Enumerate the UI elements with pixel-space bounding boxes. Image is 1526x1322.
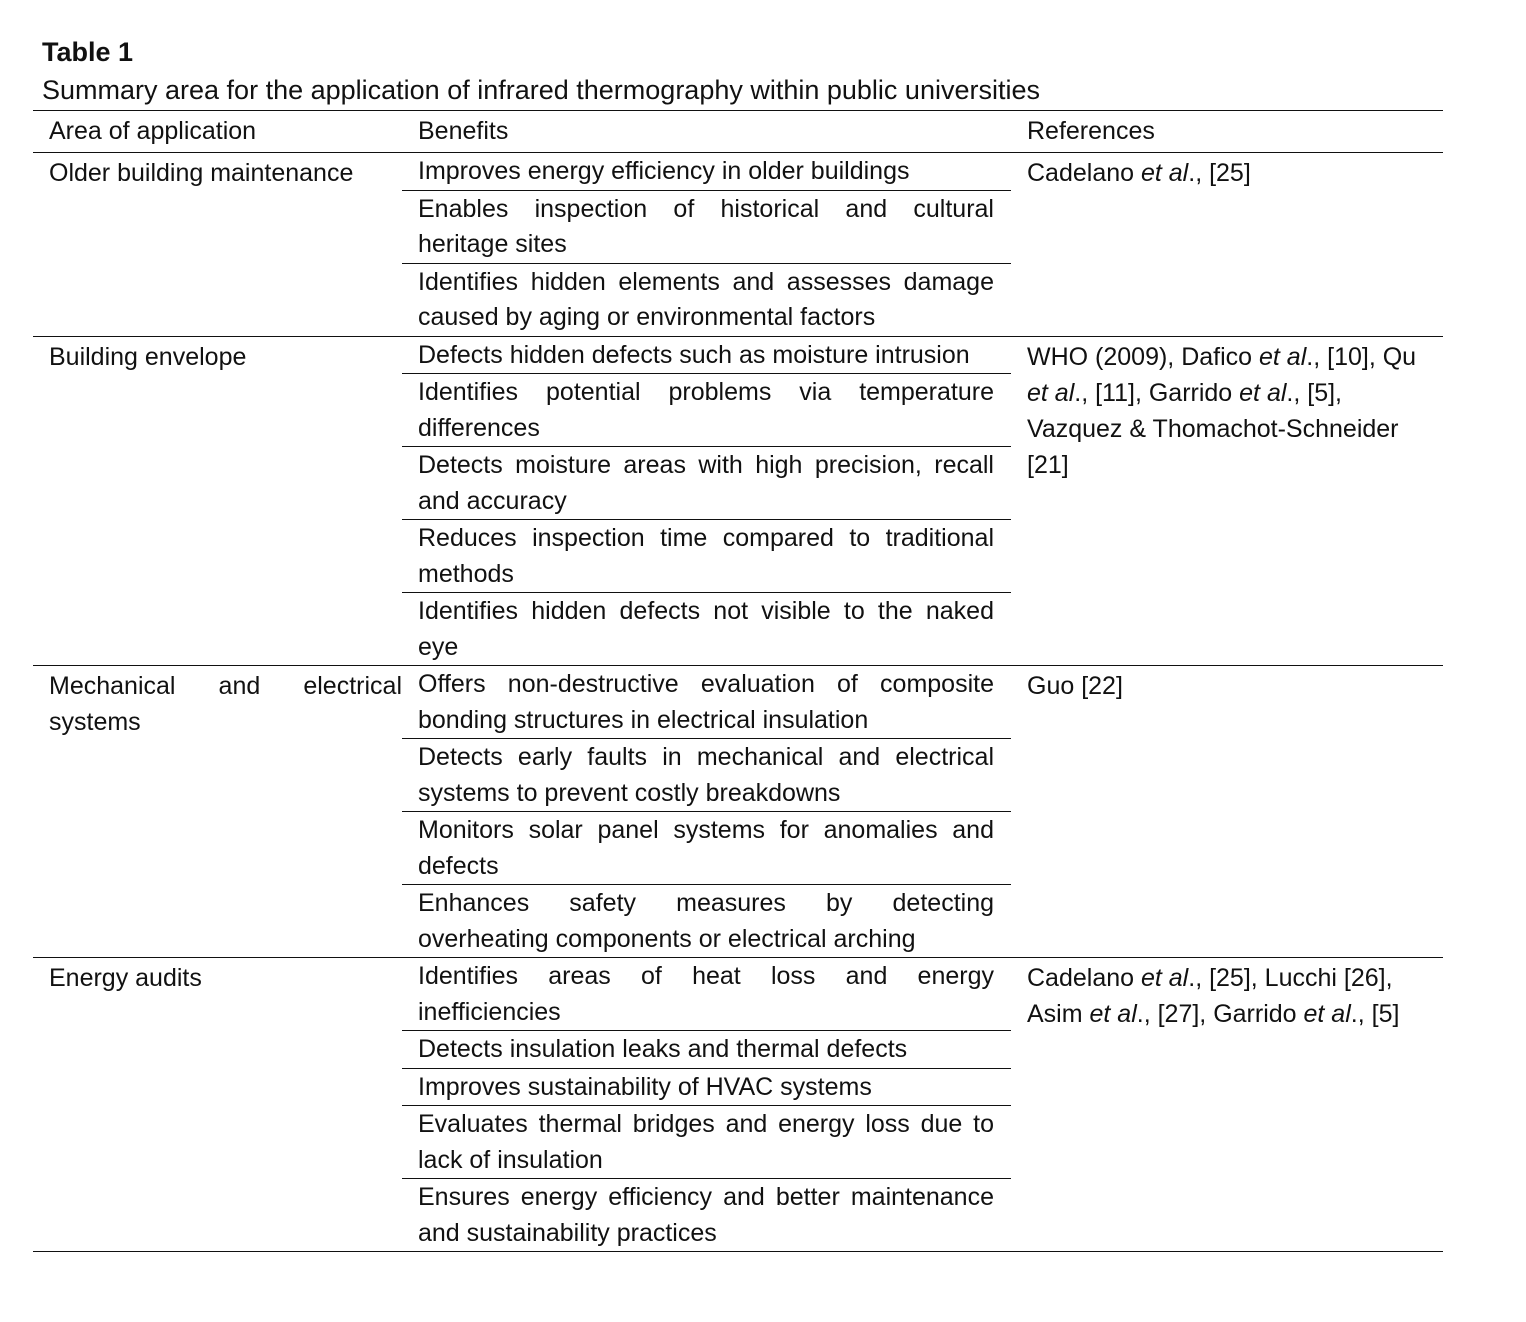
area-cell: Mechanical and electrical systems bbox=[49, 672, 402, 736]
reference-italic-fragment: et al bbox=[1140, 964, 1189, 992]
benefit-item: Identifies hidden defects not visible to the naked eye bbox=[418, 597, 994, 661]
benefit-item: Identifies potential problems via temperature differences bbox=[402, 374, 1011, 447]
table-header-row bbox=[33, 111, 1443, 153]
reference-fragment: ., [5] bbox=[1350, 1000, 1400, 1028]
benefit-item: Detects moisture areas with high precision, recall and accuracy bbox=[402, 447, 1011, 520]
benefits-cell bbox=[402, 958, 1011, 1251]
reference-italic-fragment: et al bbox=[1239, 378, 1287, 407]
benefit-item: Evaluates thermal bridges and energy loss due to lack of insulation bbox=[402, 1106, 1011, 1179]
table-row bbox=[33, 958, 1443, 1252]
reference-fragment: Cadelano bbox=[1027, 159, 1141, 187]
table-row bbox=[33, 337, 1443, 667]
reference-fragment: Guo [22] bbox=[1027, 672, 1123, 700]
benefit-item: Reduces inspection time compared to traditional methods bbox=[402, 520, 1011, 593]
benefit-item: Enhances safety measures by detecting overheating components or electrical arching bbox=[418, 889, 994, 953]
reference-fragment: ., [25] bbox=[1188, 159, 1251, 187]
reference-fragment: ., [10], Qu bbox=[1306, 342, 1417, 371]
benefits-cell bbox=[402, 666, 1011, 957]
reference-fragment: ., [27], Garrido bbox=[1136, 1000, 1304, 1028]
benefit-item: Detects insulation leaks and thermal defects bbox=[402, 1031, 1011, 1069]
area-cell: Energy audits bbox=[49, 964, 202, 992]
header-area: Area of application bbox=[49, 117, 257, 145]
table-caption: Summary area for the application of infrared thermography within public universities bbox=[42, 75, 1040, 105]
benefit-item: Offers non-destructive evaluation of composite bonding structures in electrical insulation bbox=[402, 666, 1011, 739]
reference-italic-fragment: et al bbox=[1089, 1000, 1137, 1028]
benefit-item: Monitors solar panel systems for anomalies and defects bbox=[402, 812, 1011, 885]
reference-fragment: WHO (2009), Dafico bbox=[1027, 342, 1260, 371]
summary-table bbox=[33, 110, 1443, 1252]
references-cell bbox=[1011, 958, 1443, 1251]
table-row bbox=[33, 153, 1443, 337]
reference-italic-fragment: et al bbox=[1259, 342, 1307, 371]
reference-fragment: ., [5], Vazquez & Thomachot-Schneider [21] bbox=[1027, 378, 1399, 479]
area-cell: Building envelope bbox=[49, 342, 247, 371]
references-cell bbox=[1011, 337, 1443, 666]
reference-italic-fragment: et al bbox=[1027, 378, 1075, 407]
header-references: References bbox=[1027, 117, 1155, 145]
benefit-item: Defects hidden defects such as moisture intrusion bbox=[402, 337, 1011, 375]
references-cell bbox=[1011, 153, 1443, 336]
benefit-item: Detects early faults in mechanical and electrical systems to prevent costly breakdowns bbox=[402, 739, 1011, 812]
table-label: Table 1 bbox=[42, 37, 134, 67]
reference-fragment: Cadelano bbox=[1027, 964, 1141, 992]
table-container bbox=[33, 34, 1443, 1252]
benefit-item: Identifies hidden elements and assesses damage caused by aging or environmental factors bbox=[418, 267, 994, 331]
benefits-cell bbox=[402, 337, 1011, 666]
reference-fragment: ., [25], Lucchi [26], Asim bbox=[1027, 964, 1393, 1028]
benefits-cell bbox=[402, 153, 1011, 336]
header-benefits: Benefits bbox=[418, 117, 509, 145]
benefit-item: Improves sustainability of HVAC systems bbox=[402, 1069, 1011, 1107]
reference-italic-fragment: et al bbox=[1140, 159, 1189, 187]
area-cell: Older building maintenance bbox=[49, 159, 354, 187]
references-cell bbox=[1011, 666, 1443, 957]
reference-fragment: ., [11], Garrido bbox=[1074, 378, 1240, 407]
table-row bbox=[33, 666, 1443, 958]
reference-italic-fragment: et al bbox=[1303, 1000, 1351, 1028]
benefit-item: Ensures energy efficiency and better maintenance and sustainability practices bbox=[418, 1183, 994, 1247]
benefit-item: Improves energy efficiency in older buildings bbox=[402, 153, 1011, 191]
table-body bbox=[33, 153, 1443, 1252]
benefit-item: Identifies areas of heat loss and energy inefficiencies bbox=[402, 958, 1011, 1031]
benefit-item: Enables inspection of historical and cultural heritage sites bbox=[402, 191, 1011, 264]
